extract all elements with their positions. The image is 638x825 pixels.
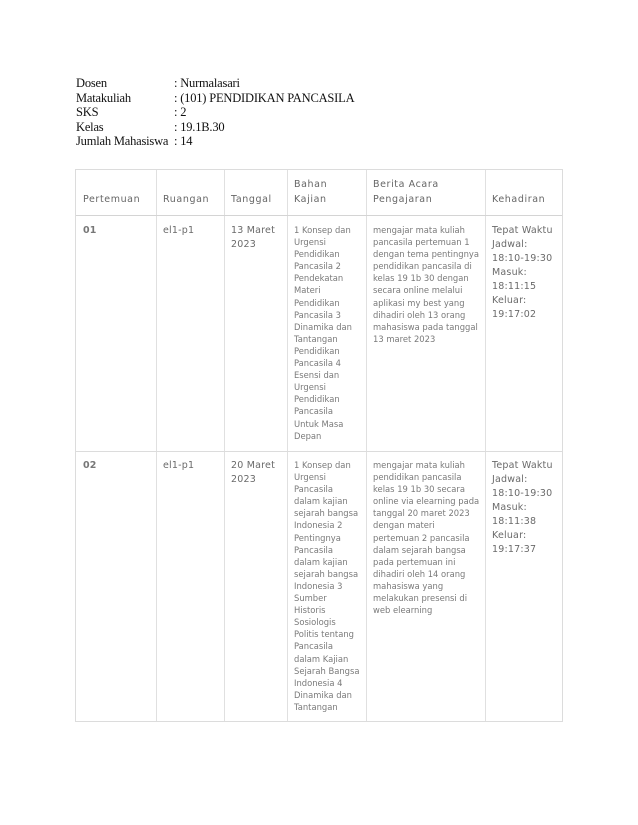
cell-bahan-kajian: 1 Konsep dan Urgensi Pendidikan Pancasila 2 Pendekatan Materi Pendidikan Pancasila 3 Dinamika dan Tantangan Pendidikan Pancasila 4 Esensi dan Urgensi Pendidikan Pancasila Untuk Masa Depan <box>294 225 352 441</box>
cell-kehadiran: Tepat Waktu Jadwal: 18:10-19:30 Masuk: 18:11:38 Keluar: 19:17:37 <box>492 460 553 555</box>
cell-ruangan: el1-p1 <box>163 460 195 471</box>
header-kehadiran: Kehadiran <box>492 194 546 205</box>
cell-berita-acara: mengajar mata kuliah pancasila pertemuan 1 dengan tema pentingnya pendidikan pancasila di kelas 19 1b 30 dengan secara online melalui aplikasi my best yang dihadiri oleh 13 orang mahasiswa pada tanggal 13 maret 2023 <box>373 225 479 344</box>
column-divider <box>287 170 288 721</box>
info-kelas <box>76 120 354 135</box>
info-jumlah-mahasiswa <box>76 134 354 149</box>
header-ruangan: Ruangan <box>163 194 210 205</box>
cell-tanggal: 13 Maret 2023 <box>231 225 275 250</box>
info-value: : Nurmalasari <box>174 76 240 90</box>
info-label: Dosen <box>76 76 107 90</box>
column-divider <box>366 170 367 721</box>
info-value: : 14 <box>174 134 193 148</box>
course-info <box>76 76 354 149</box>
cell-pertemuan: 02 <box>83 460 97 471</box>
info-value: : 2 <box>174 105 187 119</box>
info-dosen <box>76 76 354 91</box>
info-label: Matakuliah <box>76 90 131 105</box>
cell-bahan-kajian: 1 Konsep dan Urgensi Pancasila dalam kajian sejarah bangsa Indonesia 2 Pentingnya Pancasila dalam kajian sejarah bangsa Indonesia 3 Sumber Historis Sosiologis Politis tentang Pancasila dalam Kajian Sejarah Bangsa Indonesia 4 Dinamika dan Tantangan <box>294 460 360 712</box>
info-matakuliah <box>76 91 354 106</box>
header-bahan-kajian: Bahan Kajian <box>294 179 328 205</box>
column-divider <box>156 170 157 721</box>
info-label: SKS <box>76 105 99 119</box>
info-value: : (101) PENDIDIKAN PANCASILA <box>174 90 355 105</box>
info-value: : 19.1B.30 <box>174 119 225 134</box>
header-divider <box>76 215 562 216</box>
cell-berita-acara: mengajar mata kuliah pendidikan pancasila kelas 19 1b 30 secara online via elearning pada tanggal 20 maret 2023 dengan materi pertemuan 2 pancasila dalam sejarah bangsa pada pertemuan ini dihadiri oleh 14 orang mahasiswa yang melakukan presensi di web elearning <box>373 460 480 616</box>
header-berita-acara: Berita Acara Pengajaran <box>373 179 439 205</box>
row-divider <box>76 451 562 452</box>
cell-pertemuan: 01 <box>83 225 97 236</box>
cell-kehadiran: Tepat Waktu Jadwal: 18:10-19:30 Masuk: 18:11:15 Keluar: 19:17:02 <box>492 225 553 320</box>
cell-tanggal: 20 Maret 2023 <box>231 460 275 485</box>
attendance-table <box>75 169 563 722</box>
column-divider <box>485 170 486 721</box>
info-label: Kelas <box>76 119 104 134</box>
info-sks <box>76 105 354 120</box>
info-label: Jumlah Mahasiswa <box>76 134 169 148</box>
header-pertemuan: Pertemuan <box>83 194 141 205</box>
column-divider <box>224 170 225 721</box>
cell-ruangan: el1-p1 <box>163 225 195 236</box>
header-tanggal: Tanggal <box>231 194 272 205</box>
